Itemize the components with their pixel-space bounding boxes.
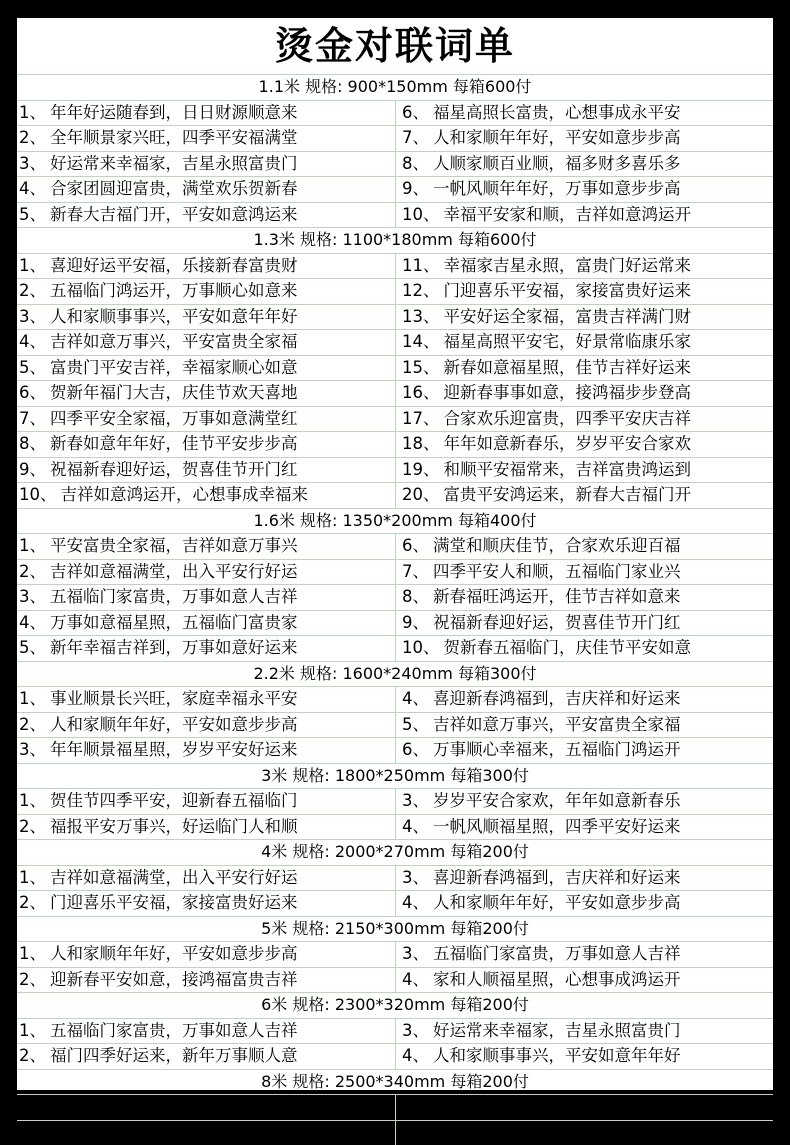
entry-number: 16、 (402, 381, 440, 406)
entry-text: 平安富贵全家福，吉祥如意万事兴 (50, 536, 298, 555)
couplet-entry (17, 126, 395, 151)
entry-text: 心想事成永平安，吉祥如意长富贵 (433, 1097, 681, 1116)
couplet-entry (395, 1095, 773, 1120)
entry-number: 3、 (402, 1019, 429, 1044)
entry-number: 4、 (402, 687, 429, 712)
couplet-row (17, 635, 773, 661)
couplet-row (17, 788, 773, 814)
entry-number: 10、 (402, 636, 440, 661)
entry-number: 11、 (402, 254, 440, 279)
section-header: 6米 规格: 2300*320mm 每箱200付 (17, 992, 773, 1018)
couplet-entry (17, 815, 395, 840)
entry-text: 万事如意步步高，家业兴旺年年好 (50, 1097, 298, 1116)
entry-number: 4、 (19, 611, 46, 636)
entry-text: 吉祥如意福满堂，出入平安行好运 (50, 868, 298, 887)
entry-text: 门迎喜乐平安福，家接富贵好运来 (50, 893, 298, 912)
couplet-row (17, 890, 773, 916)
entry-text: 祝福新春迎好运，贺喜佳节开门红 (433, 613, 681, 632)
couplet-entry (17, 483, 395, 508)
couplet-entry (395, 1121, 773, 1145)
entry-number: 7、 (402, 560, 429, 585)
page-title: 烫金对联词单 (17, 18, 773, 74)
entry-number: 4、 (402, 968, 429, 993)
entry-number: 20、 (402, 483, 440, 508)
entry-number: 6、 (402, 534, 429, 559)
couplet-entry (395, 968, 773, 993)
couplet-row (17, 457, 773, 483)
entry-number: 13、 (402, 305, 440, 330)
couplet-row (17, 380, 773, 406)
entry-text: 一帆风顺福星照，四季平安好运来 (433, 817, 681, 836)
entry-text: 五福临门家富贵，万事如意人吉祥 (50, 1021, 298, 1040)
entry-number: 3、 (402, 1095, 429, 1120)
entry-number: 10、 (402, 203, 440, 228)
entry-text: 合家团圆迎富贵，满堂欢乐贺新春 (50, 179, 298, 198)
couplet-row (17, 737, 773, 763)
entry-number: 18、 (402, 432, 440, 457)
couplet-entry (395, 1044, 773, 1069)
entry-text: 吉祥如意万事兴，平安富贵全家福 (433, 715, 681, 734)
entry-text: 人和家顺事事兴，平安如意年年好 (50, 307, 298, 326)
entry-number: 14、 (402, 330, 440, 355)
entry-text: 门迎喜乐平安福，家接富贵好运来 (444, 281, 692, 300)
section-header: 1.6米 规格: 1350*200mm 每箱400付 (17, 508, 773, 534)
couplet-row (17, 1043, 773, 1069)
entry-text: 喜迎好运平安福，乐接新春富贵财 (50, 256, 298, 275)
entry-text: 万事如意福星照，五福临门富贵家 (50, 613, 298, 632)
entry-text: 五福临门鸿运开，万事顺心如意来 (50, 281, 298, 300)
entry-number: 4、 (402, 1121, 429, 1145)
entry-text: 年年顺景福星照，岁岁平安好运来 (50, 740, 298, 759)
entry-number: 2、 (19, 891, 46, 916)
entry-number: 17、 (402, 407, 440, 432)
entry-number: 2、 (19, 713, 46, 738)
entry-text: 好运常来幸福家，吉星永照富贵门 (433, 1021, 681, 1040)
couplet-row (17, 533, 773, 559)
entry-number: 2、 (19, 815, 46, 840)
couplet-entry (395, 126, 773, 151)
couplet-entry (17, 1095, 395, 1120)
entry-number: 4、 (19, 330, 46, 355)
couplet-row (17, 278, 773, 304)
entry-text: 贺新年福门大吉，庆佳节欢天喜地 (50, 383, 298, 402)
entry-text: 喜迎新春鸿福到，吉庆祥和好运来 (433, 689, 681, 708)
couplet-entry (17, 1044, 395, 1069)
entry-number: 4、 (402, 815, 429, 840)
couplet-entry (17, 585, 395, 610)
entry-text: 合家欢乐迎富贵，四季平安庆吉祥 (444, 409, 692, 428)
entry-text: 满堂和顺庆佳节，合家欢乐迎百福 (433, 536, 681, 555)
entry-number: 6、 (402, 738, 429, 763)
entry-number: 2、 (19, 968, 46, 993)
couplet-row (17, 814, 773, 840)
entry-text: 新春大吉福门开，平安如意鸿运来 (50, 205, 298, 224)
couplet-entry (17, 152, 395, 177)
couplet-entry (395, 356, 773, 381)
entry-number: 6、 (19, 381, 46, 406)
entry-text: 人和家顺年年好，平安如意步步高 (433, 893, 681, 912)
entry-number: 7、 (19, 407, 46, 432)
couplet-row (17, 151, 773, 177)
entry-text: 年年如意新春乐，岁岁平安合家欢 (444, 434, 692, 453)
entry-number: 1、 (19, 1019, 46, 1044)
couplet-entry (395, 483, 773, 508)
entry-text: 人顺家顺百业顺，福多财多喜乐多 (433, 154, 681, 173)
entry-text: 幸福平安家和顺，吉祥如意鸿运开 (444, 205, 692, 224)
couplet-entry (17, 611, 395, 636)
couplet-row (17, 406, 773, 432)
entry-number: 1、 (19, 789, 46, 814)
couplet-entry (17, 356, 395, 381)
entry-number: 3、 (402, 866, 429, 891)
couplet-row (17, 304, 773, 330)
couplet-row (17, 125, 773, 151)
entry-text: 贺新春五福临门，庆佳节平安如意 (444, 638, 692, 657)
entry-number: 5、 (19, 636, 46, 661)
couplet-entry (395, 585, 773, 610)
couplet-entry (17, 407, 395, 432)
entry-text: 新春如意年年好，佳节平安步步高 (50, 434, 298, 453)
couplet-entry (395, 942, 773, 967)
couplet-row (17, 1120, 773, 1145)
couplet-entry (17, 789, 395, 814)
entry-text: 福星高照平安宅，好景常临康乐家 (444, 332, 692, 351)
couplet-entry (17, 968, 395, 993)
couplet-entry (395, 177, 773, 202)
entry-text: 迎新春事事如意，接鸿福步步登高 (444, 383, 692, 402)
couplet-entry (395, 789, 773, 814)
entry-number: 1、 (19, 942, 46, 967)
section-header: 1.1米 规格: 900*150mm 每箱600付 (17, 74, 773, 100)
couplet-entry (17, 330, 395, 355)
entry-text: 平安好运全家福，富贵吉祥满门财 (444, 307, 692, 326)
entry-number: 4、 (402, 1044, 429, 1069)
entry-text: 家和人顺福星照，心想事成鸿运开 (433, 970, 681, 989)
entry-number: 8、 (19, 432, 46, 457)
couplet-entry (17, 458, 395, 483)
entry-text: 幸福家吉星永照，富贵门好运常来 (444, 256, 692, 275)
entry-number: 8、 (402, 585, 429, 610)
entry-text: 新年幸福吉祥到，万事如意好运来 (50, 638, 298, 657)
couplet-entry (395, 1019, 773, 1044)
couplet-entry (17, 942, 395, 967)
entry-text: 万事顺心幸福来，五福临门鸿运开 (433, 740, 681, 759)
entry-number: 19、 (402, 458, 440, 483)
entry-text: 福报平安万事兴，好运临门人和顺 (50, 817, 298, 836)
couplet-entry (395, 279, 773, 304)
couplet-row (17, 355, 773, 381)
entry-text: 人和家顺年年好，平安如意步步高 (433, 128, 681, 147)
entry-number: 1、 (19, 866, 46, 891)
entry-number: 7、 (402, 126, 429, 151)
couplet-entry (395, 560, 773, 585)
entry-number: 3、 (402, 789, 429, 814)
couplet-entry (17, 101, 395, 126)
entry-number: 1、 (19, 687, 46, 712)
section-header: 8米 规格: 2500*340mm 每箱200付 (17, 1069, 773, 1095)
entry-number: 6、 (402, 101, 429, 126)
couplet-entry (17, 560, 395, 585)
entry-text: 贺佳节四季平安，迎新春五福临门 (50, 791, 298, 810)
couplet-entry (395, 534, 773, 559)
entry-number: 2、 (19, 279, 46, 304)
couplet-entry (17, 432, 395, 457)
couplet-entry (395, 101, 773, 126)
couplet-entry (17, 636, 395, 661)
entry-text: 新春如意福星照，佳节吉祥好运来 (444, 358, 692, 377)
entry-number: 9、 (402, 611, 429, 636)
entry-text: 五福临门家富贵，万事如意人吉祥 (50, 587, 298, 606)
couplet-entry (17, 1019, 395, 1044)
entry-number: 9、 (402, 177, 429, 202)
entry-text: 富贵平安鸿运来，新春大吉福门开 (444, 485, 692, 504)
entry-number: 8、 (402, 152, 429, 177)
couplet-entry (395, 815, 773, 840)
couplet-entry (395, 330, 773, 355)
couplet-entry (17, 305, 395, 330)
entry-number: 2、 (19, 560, 46, 585)
entry-number: 3、 (19, 305, 46, 330)
section-header: 3米 规格: 1800*250mm 每箱300付 (17, 763, 773, 789)
entry-number: 2、 (19, 1121, 46, 1145)
entry-text: 吉祥如意鸿运开，心想事成幸福来 (61, 485, 309, 504)
couplet-entry (395, 305, 773, 330)
price-list-sheet (17, 18, 773, 1090)
entry-number: 2、 (19, 126, 46, 151)
couplet-entry (395, 458, 773, 483)
couplet-entry (17, 203, 395, 228)
entry-text: 迎新春平安如意，接鸿福富贵吉祥 (50, 970, 298, 989)
entry-number: 1、 (19, 101, 46, 126)
couplet-row (17, 610, 773, 636)
couplet-row (17, 176, 773, 202)
entry-text: 喜迎新春鸿福到，吉庆祥和好运来 (433, 868, 681, 887)
entry-number: 12、 (402, 279, 440, 304)
entry-text: 四季平安人和顺，五福临门家业兴 (433, 562, 681, 581)
couplet-entry (17, 177, 395, 202)
entry-text: 吉祥如意万事兴，平安富贵全家福 (50, 332, 298, 351)
couplet-entry (395, 203, 773, 228)
couplet-entry (17, 891, 395, 916)
couplet-row (17, 253, 773, 279)
couplet-row (17, 712, 773, 738)
couplet-entry (17, 279, 395, 304)
couplet-entry (395, 254, 773, 279)
couplet-row (17, 482, 773, 508)
entry-text: 全年顺景家兴旺，四季平安福满堂 (50, 128, 298, 147)
couplet-row (17, 100, 773, 126)
couplet-entry (395, 381, 773, 406)
couplet-row (17, 686, 773, 712)
entry-text: 五福临门家富贵，万事如意人吉祥 (433, 944, 681, 963)
entry-text: 一帆风顺年年好，万事如意步步高 (433, 179, 681, 198)
entry-text: 岁岁平安合家欢，年年如意新春乐 (433, 791, 681, 810)
entry-number: 1、 (19, 254, 46, 279)
couplet-entry (395, 687, 773, 712)
entry-number: 15、 (402, 356, 440, 381)
entry-text: 年年好运随春到，日日财源顺意来 (50, 103, 298, 122)
entry-number: 4、 (402, 891, 429, 916)
couplet-row (17, 1018, 773, 1044)
section-header: 1.3米 规格: 1100*180mm 每箱600付 (17, 227, 773, 253)
couplet-row (17, 941, 773, 967)
couplet-entry (17, 866, 395, 891)
entry-text: 和顺平安福常来，吉祥富贵鸿运到 (444, 460, 692, 479)
couplet-entry (395, 738, 773, 763)
entry-text: 吉祥如意福满堂，出入平安行好运 (50, 562, 298, 581)
entry-text: 新春福旺鸿运开，佳节吉祥如意来 (433, 587, 681, 606)
entry-number: 3、 (402, 942, 429, 967)
couplet-entry (395, 866, 773, 891)
couplet-entry (395, 152, 773, 177)
couplet-entry (395, 407, 773, 432)
entry-number: 5、 (19, 203, 46, 228)
couplet-entry (17, 738, 395, 763)
couplet-row (17, 865, 773, 891)
couplet-entry (395, 636, 773, 661)
couplet-row (17, 202, 773, 228)
couplet-list (17, 74, 773, 1145)
entry-number: 3、 (19, 585, 46, 610)
entry-text: 富贵门平安吉祥，幸福家顺心如意 (50, 358, 298, 377)
couplet-row (17, 584, 773, 610)
entry-text: 吉祥如意好运来，富贵平安福星照 (433, 1123, 681, 1142)
section-header: 5米 规格: 2150*300mm 每箱200付 (17, 916, 773, 942)
entry-text: 四季平安全家福，万事如意满堂红 (50, 409, 298, 428)
entry-text: 人和家顺事事兴，平安如意年年好 (433, 1046, 681, 1065)
entry-text: 事业顺景长兴旺，家庭幸福永平安 (50, 689, 298, 708)
couplet-entry (17, 381, 395, 406)
entry-text: 福门四季好运来，新年万事顺人意 (50, 1046, 298, 1065)
entry-text: 福星高照长富贵，心想事成永平安 (433, 103, 681, 122)
couplet-entry (17, 1121, 395, 1145)
entry-number: 1、 (19, 1095, 46, 1120)
couplet-entry (395, 432, 773, 457)
section-header: 4米 规格: 2000*270mm 每箱200付 (17, 839, 773, 865)
entry-number: 1、 (19, 534, 46, 559)
couplet-entry (17, 254, 395, 279)
couplet-entry (17, 713, 395, 738)
entry-text: 人和家顺年年好，平安如意步步高 (50, 715, 298, 734)
couplet-entry (17, 534, 395, 559)
couplet-row (17, 1094, 773, 1120)
entry-text: 一帆风顺全家福，万事如意满堂春 (50, 1123, 298, 1142)
section-header: 2.2米 规格: 1600*240mm 每箱300付 (17, 661, 773, 687)
entry-number: 3、 (19, 152, 46, 177)
entry-number: 10、 (19, 483, 57, 508)
entry-text: 祝福新春迎好运，贺喜佳节开门红 (50, 460, 298, 479)
couplet-row (17, 559, 773, 585)
couplet-row (17, 967, 773, 993)
couplet-entry (17, 687, 395, 712)
entry-number: 5、 (19, 356, 46, 381)
entry-number: 2、 (19, 1044, 46, 1069)
entry-number: 4、 (19, 177, 46, 202)
entry-number: 9、 (19, 458, 46, 483)
couplet-entry (395, 891, 773, 916)
couplet-entry (395, 713, 773, 738)
entry-text: 人和家顺年年好，平安如意步步高 (50, 944, 298, 963)
couplet-entry (395, 611, 773, 636)
entry-text: 好运常来幸福家，吉星永照富贵门 (50, 154, 298, 173)
entry-number: 5、 (402, 713, 429, 738)
couplet-row (17, 329, 773, 355)
couplet-row (17, 431, 773, 457)
entry-number: 3、 (19, 738, 46, 763)
